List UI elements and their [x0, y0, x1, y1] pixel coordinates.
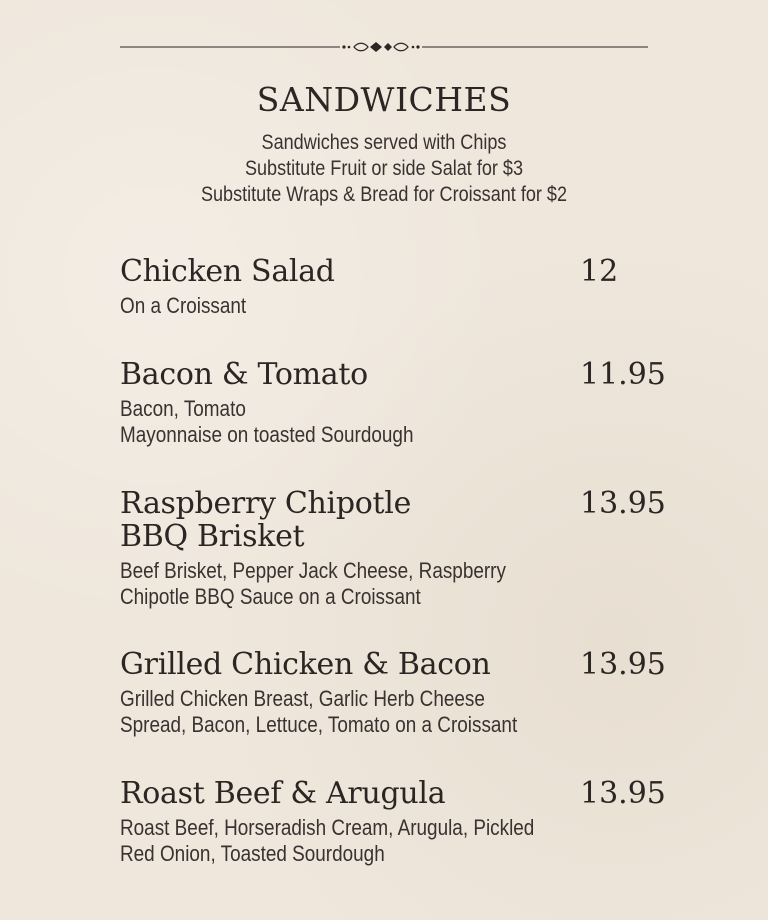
- item-description-line: Roast Beef, Horseradish Cream, Arugula, Pickled: [120, 815, 535, 840]
- item-description: [120, 293, 567, 319]
- note-line: Substitute Fruit or side Salat for $3: [244, 157, 524, 180]
- item-name: [120, 648, 560, 681]
- item-name-line: Raspberry Chipotle: [120, 486, 412, 521]
- item-description-line: Bacon, Tomato: [120, 396, 246, 421]
- item-description: [120, 558, 567, 610]
- item-price: 11.95: [580, 357, 666, 392]
- item-description: [120, 686, 567, 738]
- note-line: Sandwiches served with Chips: [261, 131, 507, 154]
- item-description: [120, 815, 567, 867]
- item-description-line: Red Onion, Toasted Sourdough: [120, 841, 385, 866]
- item-description: [120, 396, 567, 448]
- item-description-line: Grilled Chicken Breast, Garlic Herb Cheese: [120, 686, 485, 711]
- item-name: [120, 487, 560, 553]
- item-description-line: Mayonnaise on toasted Sourdough: [120, 422, 414, 447]
- item-price: 12: [580, 254, 619, 289]
- item-name-line: Roast Beef & Arugula: [120, 776, 446, 811]
- item-name-line: Bacon & Tomato: [120, 357, 368, 392]
- item-description-line: Spread, Bacon, Lettuce, Tomato on a Croissant: [120, 712, 518, 737]
- item-name: [120, 255, 560, 288]
- item-name: [120, 358, 560, 391]
- item-price: 13.95: [580, 647, 666, 682]
- section-title: SANDWICHES: [256, 80, 512, 119]
- item-description-line: Chipotle BBQ Sauce on a Croissant: [120, 584, 421, 609]
- item-name-line: Chicken Salad: [120, 254, 335, 289]
- item-name-line: Grilled Chicken & Bacon: [120, 647, 491, 682]
- item-price: 13.95: [580, 776, 666, 811]
- item-description-line: Beef Brisket, Pepper Jack Cheese, Raspberry: [120, 558, 506, 583]
- item-description-line: On a Croissant: [120, 293, 247, 318]
- section-notes: [54, 130, 714, 208]
- item-name: [120, 777, 560, 810]
- item-price: 13.95: [580, 486, 666, 521]
- ornamental-divider: [120, 40, 648, 54]
- note-line: Substitute Wraps & Bread for Croissant for $2: [200, 183, 568, 206]
- item-name-line: BBQ Brisket: [120, 519, 305, 554]
